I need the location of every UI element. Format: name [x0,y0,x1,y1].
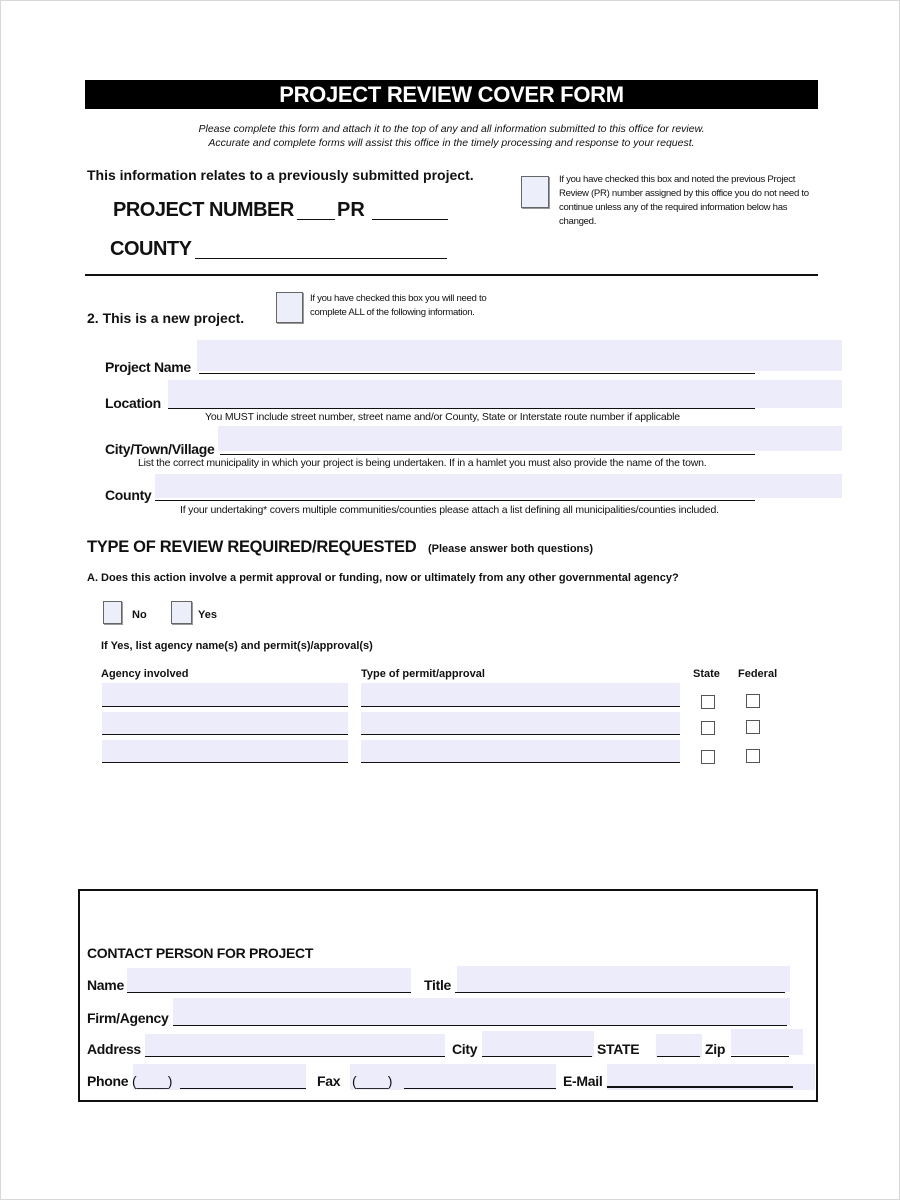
firm-underline [173,1025,787,1026]
col-state: State [693,668,720,680]
question-a: A. Does this action involve a permit approval or funding, now or ultimately from any other governmental agency? [87,572,679,584]
project-name-input[interactable] [197,340,842,371]
address-label: Address [87,1041,141,1057]
section-divider [85,274,818,276]
permit-input[interactable] [361,712,680,735]
agency-underline [102,734,348,735]
permit-input[interactable] [361,683,680,707]
fax-underline [404,1088,556,1089]
project-number-field-1[interactable] [297,219,335,220]
zip-label: Zip [705,1041,726,1057]
name-underline [127,992,411,993]
email-label: E-Mail [563,1073,603,1089]
county-input[interactable] [155,474,842,498]
location-underline [168,408,755,409]
instructions-line-1: Please complete this form and attach it to the top of any and all information submitted to this office for review. [198,123,705,135]
city-town-village-label: City/Town/Village [105,441,215,457]
contact-title-label: Title [424,977,452,993]
agency-underline [102,706,348,707]
form-title: PROJECT REVIEW COVER FORM [85,80,818,109]
email-underline [607,1086,793,1088]
phone-area-code: (____) [132,1073,173,1089]
county-field[interactable] [195,258,447,259]
state-label: STATE [597,1041,640,1057]
address-underline [145,1056,445,1057]
if-yes-instruction: If Yes, list agency name(s) and permit(s)/approval(s) [101,640,373,652]
col-agency: Agency involved [101,668,189,680]
instructions-line-2: Accurate and complete forms will assist this office in the timely processing and response to your request. [208,137,695,149]
review-heading: TYPE OF REVIEW REQUIRED/REQUESTED [87,538,417,556]
address-input[interactable] [145,1034,445,1057]
previous-project-checkbox[interactable] [521,176,549,208]
agency-input[interactable] [102,683,348,707]
previous-project-note: If you have checked this box and noted the previous Project Review (PR) number assigned by this office you do not need to continue unless any of the required information below has changed. [559,174,809,227]
phone-label: Phone [87,1073,129,1089]
location-input[interactable] [168,380,842,408]
new-project-note: If you have checked this box you will need to complete ALL of the following information. [310,293,487,318]
city-label: City [452,1041,478,1057]
title-underline [455,992,785,993]
permit-underline [361,762,680,763]
project-number-label: PROJECT NUMBER [113,199,294,221]
zip-underline [731,1056,789,1057]
location-hint: You MUST include street number, street name and/or County, State or Interstate route number if applicable [205,411,680,423]
state-input[interactable] [656,1034,702,1057]
city-input[interactable] [482,1031,594,1057]
location-label: Location [105,395,161,411]
permit-input[interactable] [361,740,680,763]
pr-prefix: PR [337,199,365,221]
contact-name-label: Name [87,977,124,993]
yes-label: Yes [198,609,217,621]
agency-input[interactable] [102,740,348,763]
city-contact-underline [482,1056,592,1057]
fax-area-code: (____) [352,1073,393,1089]
yes-checkbox[interactable] [171,601,192,624]
state-checkbox[interactable] [701,721,715,735]
phone-underline [180,1088,306,1089]
firm-agency-input[interactable] [173,998,790,1025]
permit-underline [361,706,680,707]
federal-checkbox[interactable] [746,720,760,734]
state-underline [657,1056,700,1057]
col-permit-type: Type of permit/approval [361,668,485,680]
contact-heading: CONTACT PERSON FOR PROJECT [87,945,314,961]
city-town-village-input[interactable] [218,426,842,451]
no-checkbox[interactable] [103,601,122,624]
project-name-label: Project Name [105,359,191,375]
county-field-label: County [105,487,152,503]
previous-project-heading: This information relates to a previously submitted project. [87,167,474,183]
county-label: COUNTY [110,238,192,260]
project-name-underline [199,373,755,374]
new-project-heading: 2. This is a new project. [87,310,245,326]
firm-agency-label: Firm/Agency [87,1010,169,1026]
county-hint: If your undertaking* covers multiple communities/counties please attach a list defining all municipalities/counties included. [180,504,719,516]
federal-checkbox[interactable] [746,749,760,763]
state-checkbox[interactable] [701,695,715,709]
zip-input[interactable] [731,1029,803,1055]
state-checkbox[interactable] [701,750,715,764]
contact-title-input[interactable] [457,966,790,992]
agency-underline [102,762,348,763]
permit-underline [361,734,680,735]
no-label: No [132,609,147,621]
county-underline [155,500,755,501]
project-number-field-2[interactable] [372,219,448,220]
city-underline [220,454,755,455]
city-hint: List the correct municipality in which your project is being undertaken. If in a hamlet you must also provide the name of the town. [138,457,707,469]
agency-input[interactable] [102,712,348,735]
review-heading-note: (Please answer both questions) [428,543,594,555]
new-project-checkbox[interactable] [276,292,303,323]
col-federal: Federal [738,668,778,680]
fax-label: Fax [317,1073,341,1089]
contact-name-input[interactable] [127,968,411,992]
federal-checkbox[interactable] [746,694,760,708]
